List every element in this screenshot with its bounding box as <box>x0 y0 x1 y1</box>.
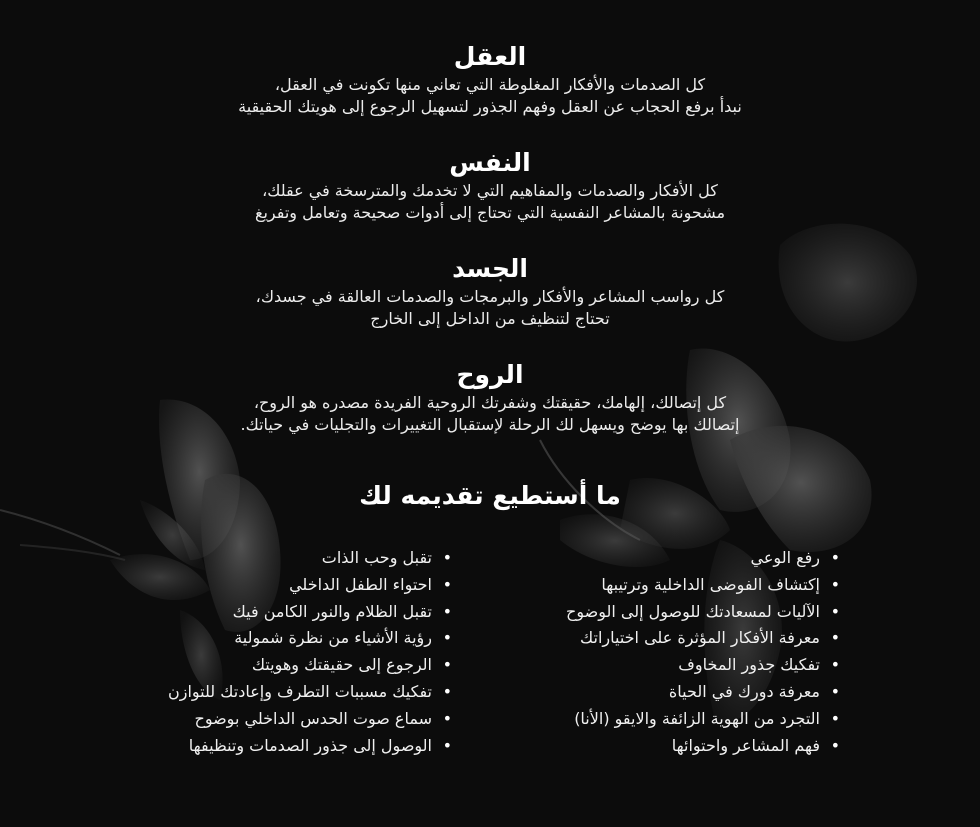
section-text-line: مشحونة بالمشاعر النفسية التي تحتاج إلى أدوات صحيحة وتعامل وتفريغ <box>254 203 726 222</box>
section-body <box>0 252 980 330</box>
section-text-line: كل الصدمات والأفكار المغلوطة التي تعاني منها تكونت في العقل، <box>274 75 706 94</box>
list-item: • احتواء الطفل الداخلي <box>168 572 454 599</box>
section-text-line: إتصالك بها يوضح ويسهل لك الرحلة لإستقبال التغييرات والتجليات في حياتك. <box>240 415 740 434</box>
section-text-line: كل رواسب المشاعر والأفكار والبرمجات والصدمات العالقة في جسدك، <box>255 287 725 306</box>
list-item: • تفكيك جذور المخاوف <box>566 652 842 679</box>
list-item: • معرفة دورك في الحياة <box>566 679 842 706</box>
list-item: • فهم المشاعر واحتوائها <box>566 733 842 760</box>
offer-list-left <box>168 545 454 759</box>
list-item: • التجرد من الهوية الزائفة والايقو (الأنا) <box>566 706 842 733</box>
section-self <box>0 146 980 224</box>
list-item: • الرجوع إلى حقيقتك وهويتك <box>168 652 454 679</box>
list-item: • سماع صوت الحدس الداخلي بوضوح <box>168 706 454 733</box>
offer-title: ما أستطيع تقديمه لك <box>359 481 621 510</box>
section-text-line: نبدأ برفع الحجاب عن العقل وفهم الجذور لتسهيل الرجوع إلى هويتك الحقيقية <box>238 97 742 116</box>
offer-list-right <box>566 545 842 759</box>
section-title: العقل <box>453 42 527 71</box>
list-item: • معرفة الأفكار المؤثرة على اختياراتك <box>566 625 842 652</box>
list-item: • الآليات لمسعادتك للوصول إلى الوضوح <box>566 599 842 626</box>
section-spirit <box>0 358 980 436</box>
section-text-line: كل إتصالك، إلهامك، حقيقتك وشفرتك الروحية الفريدة مصدره هو الروح، <box>253 393 727 412</box>
list-item: • إكتشاف الفوضى الداخلية وترتيبها <box>566 572 842 599</box>
list-item: • تقبل الظلام والنور الكامن فيك <box>168 599 454 626</box>
list-item: • الوصول إلى جذور الصدمات وتنظيفها <box>168 733 454 760</box>
section-title: الجسد <box>452 254 528 283</box>
section-text-line: تحتاج لتنظيف من الداخل إلى الخارج <box>370 309 610 328</box>
section-title: الروح <box>456 360 524 389</box>
list-item: • تفكيك مسببات التطرف وإعادتك للتوازن <box>168 679 454 706</box>
list-item: • تقبل وحب الذات <box>168 545 454 572</box>
list-item: • رفع الوعي <box>566 545 842 572</box>
list-item: • رؤية الأشياء من نظرة شمولية <box>168 625 454 652</box>
section-text-line: كل الأفكار والصدمات والمفاهيم التي لا تخدمك والمترسخة في عقلك، <box>262 181 718 200</box>
section-title: النفس <box>449 148 531 177</box>
section-mind <box>0 40 980 118</box>
